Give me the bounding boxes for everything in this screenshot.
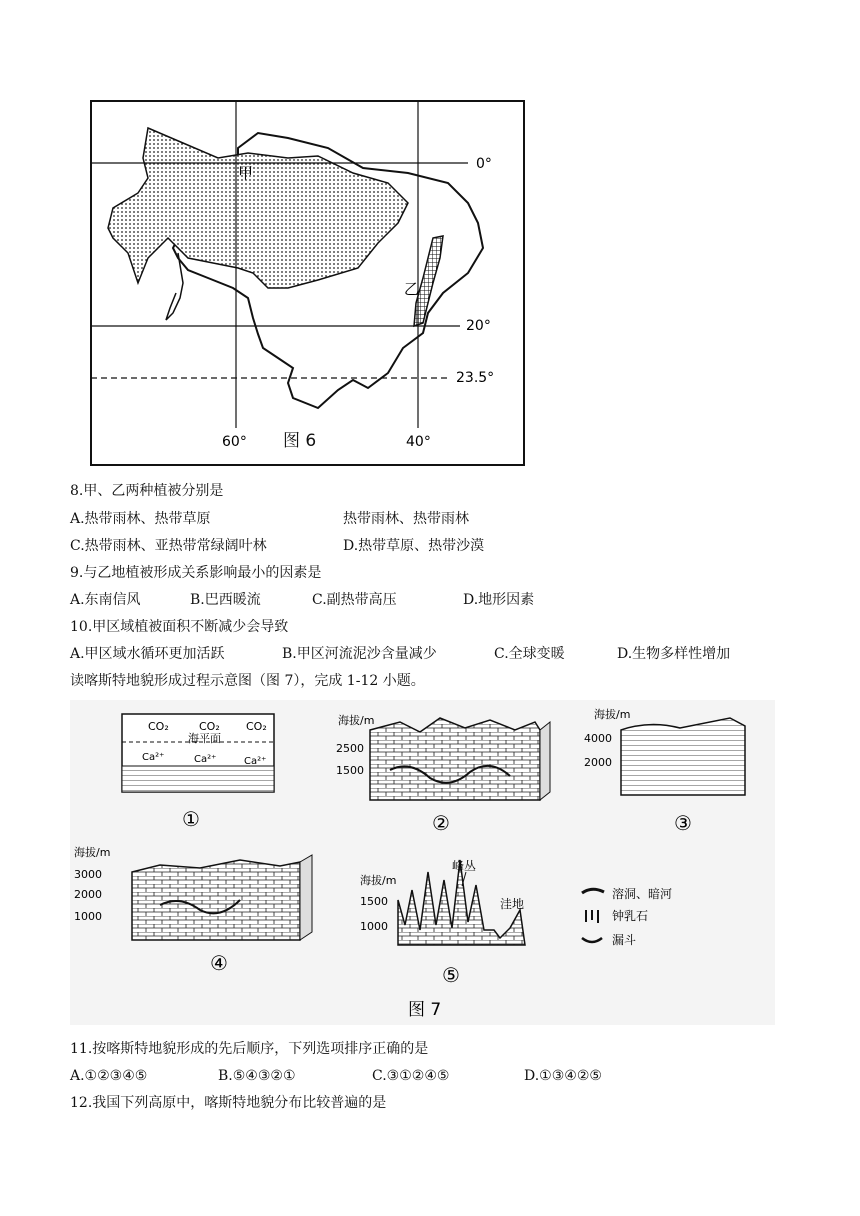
q9-option-c: C.副热带高压 xyxy=(312,592,397,608)
lon-label-40: 40° xyxy=(406,434,431,450)
p3-axis: 海拔/m xyxy=(594,708,631,721)
q8-option-b: 热带雨林、热带雨林 xyxy=(343,511,469,527)
q11-option-b: B.⑤④③②① xyxy=(218,1068,296,1084)
p5-tick-a: 1500 xyxy=(360,895,388,908)
q9-option-d: D.地形因素 xyxy=(463,592,535,608)
p4-axis: 海拔/m xyxy=(74,846,111,859)
p2-tick-b: 1500 xyxy=(336,764,364,777)
q9-stem: 9.与乙地植被形成关系影响最小的因素是 xyxy=(70,565,322,581)
q11-stem: 11.按喀斯特地貌形成的先后顺序，下列选项排序正确的是 xyxy=(70,1041,429,1057)
q10-option-c: C.全球变暖 xyxy=(494,646,565,662)
q8-option-d: D.热带草原、热带沙漠 xyxy=(343,538,485,554)
karst-diagram xyxy=(70,700,775,1025)
p2-number: ② xyxy=(432,811,450,835)
river-loop xyxy=(166,253,183,320)
p4-number: ④ xyxy=(210,951,228,975)
q9-option-a: A.东南信风 xyxy=(70,592,141,608)
p5-depression-label: 洼地 xyxy=(500,897,525,911)
lat-label-20: 20° xyxy=(466,318,491,334)
lon-label-60: 60° xyxy=(222,434,247,450)
figure-6 xyxy=(88,98,528,470)
p4-tick-c: 1000 xyxy=(74,910,102,923)
p1-ca-a: Ca²⁺ xyxy=(142,752,165,763)
region-jia xyxy=(108,128,408,288)
q11-option-d: D.①③④②⑤ xyxy=(524,1068,602,1084)
p1-ca-c: Ca²⁺ xyxy=(244,756,267,767)
legend-sinkhole: 漏斗 xyxy=(612,933,637,947)
legend-cave: 溶洞、暗河 xyxy=(612,887,673,901)
p4-tick-b: 2000 xyxy=(74,888,102,901)
q8-option-a: A.热带雨林、热带草原 xyxy=(70,511,211,527)
q12-stem: 12.我国下列高原中，喀斯特地貌分布比较普遍的是 xyxy=(70,1095,387,1111)
q10-stem: 10.甲区域植被面积不断减少会导致 xyxy=(70,619,289,635)
q10-option-b: B.甲区河流泥沙含量减少 xyxy=(282,646,437,662)
figure-6-caption: 图 6 xyxy=(283,431,317,451)
q8-stem: 8.甲、乙两种植被分别是 xyxy=(70,483,224,499)
label-jia: 甲 xyxy=(238,164,254,182)
p3-tick-a: 4000 xyxy=(584,732,612,745)
p5-peak-label: 峰丛 xyxy=(452,859,477,873)
p2-tick-a: 2500 xyxy=(336,742,364,755)
lat-label-0: 0° xyxy=(476,156,492,172)
p5-tick-b: 1000 xyxy=(360,920,388,933)
q11-option-a: A.①②③④⑤ xyxy=(70,1068,148,1084)
south-america-map xyxy=(88,98,528,470)
p1-number: ① xyxy=(182,807,200,831)
q8-option-c: C.热带雨林、亚热带常绿阔叶林 xyxy=(70,538,267,554)
figure-7 xyxy=(70,700,775,1025)
p1-ca-b: Ca²⁺ xyxy=(194,754,217,765)
p5-axis: 海拔/m xyxy=(360,874,397,887)
p1-co2-b: CO₂ xyxy=(199,720,220,733)
lat-label-23-5: 23.5° xyxy=(456,370,495,386)
p4-tick-a: 3000 xyxy=(74,868,102,881)
q10-option-d: D.生物多样性增加 xyxy=(617,646,731,662)
q11-option-c: C.③①②④⑤ xyxy=(372,1068,450,1084)
p3-number: ③ xyxy=(674,811,692,835)
legend-stalactite: 钟乳石 xyxy=(612,909,649,923)
p1-co2-c: CO₂ xyxy=(246,720,267,733)
p1-sea-level: 海平面 xyxy=(188,732,221,745)
p2-axis: 海拔/m xyxy=(338,714,375,727)
p3-tick-b: 2000 xyxy=(584,756,612,769)
intro-figure-7: 读喀斯特地貌形成过程示意图（图 7），完成 1-12 小题。 xyxy=(70,673,425,689)
p1-co2-a: CO₂ xyxy=(148,720,169,733)
p5-number: ⑤ xyxy=(442,963,460,987)
figure-7-caption: 图 7 xyxy=(408,1000,442,1020)
label-yi: 乙 xyxy=(404,280,420,298)
q9-option-b: B.巴西暖流 xyxy=(190,592,261,608)
q10-option-a: A.甲区域水循环更加活跃 xyxy=(70,646,225,662)
